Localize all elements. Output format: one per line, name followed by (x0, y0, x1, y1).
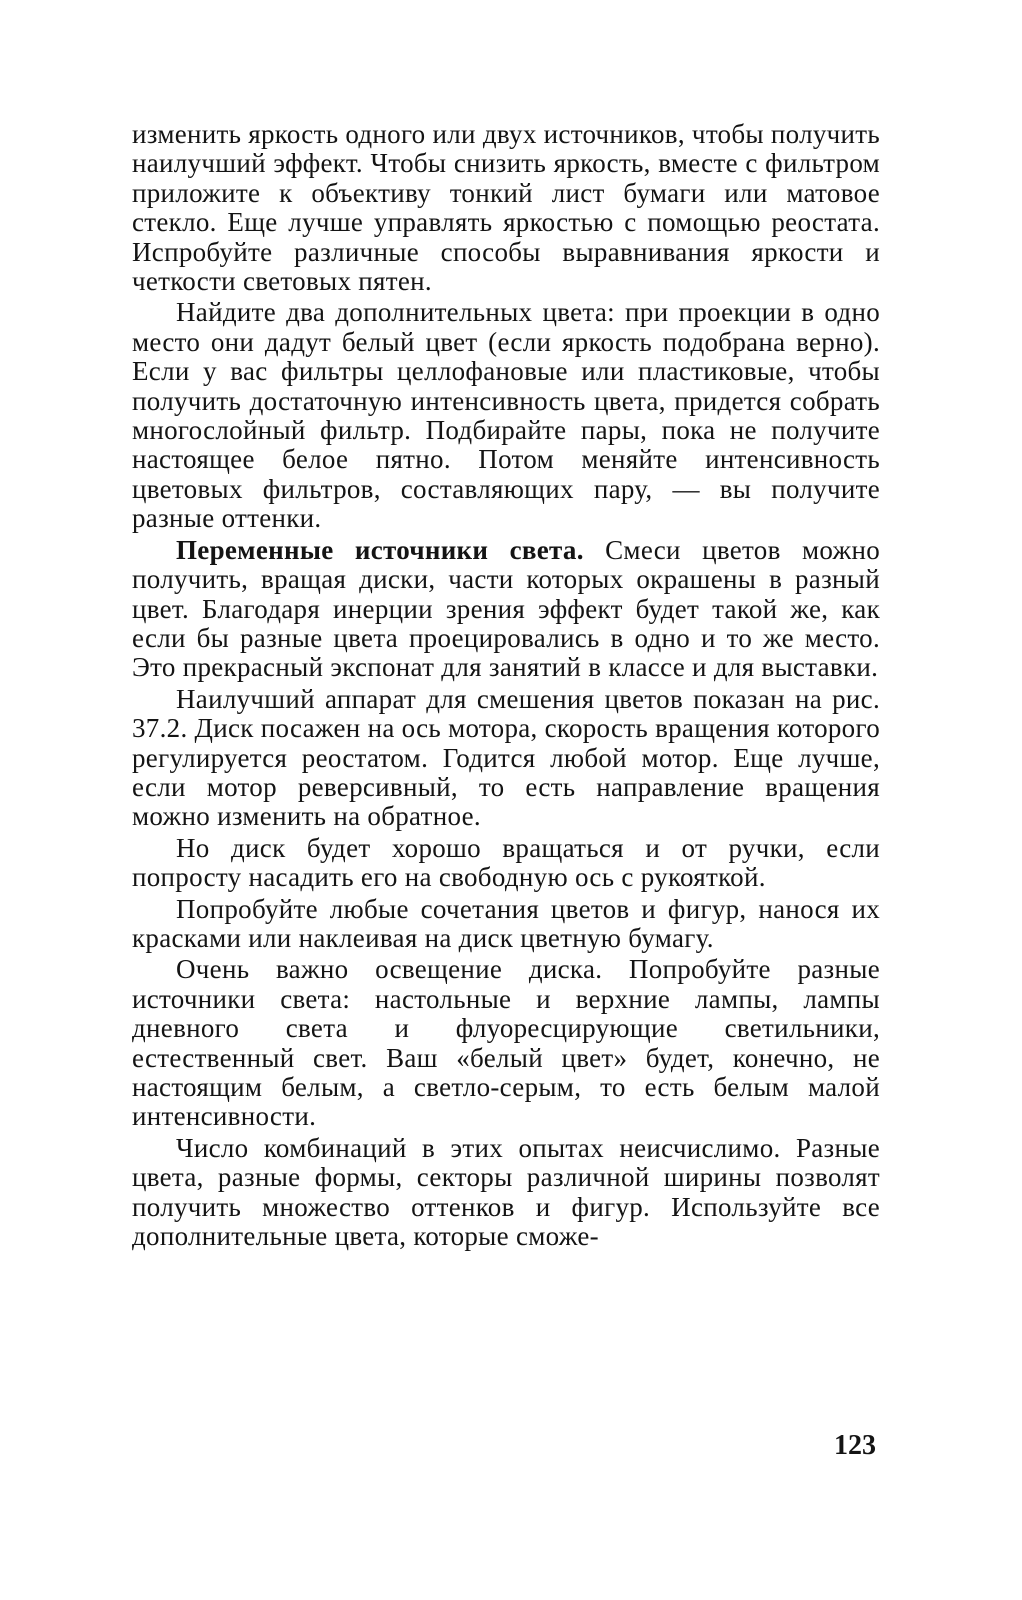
paragraph-mixing-apparatus: Наилучший аппарат для смешения цветов показан на рис. 37.2. Диск посажен на ось мотора, скорость вращения которого регулируется реостатом. Годится любой мотор. Еще лучше, если мотор реверсивный, то есть направление вращения можно изменить на обратное. (132, 683, 880, 832)
paragraph-number-of-combinations: Число комбинаций в этих опытах неисчислимо. Разные цвета, разные формы, секторы различной ширины позволят получить множество оттенков и фигур. Используйте все дополнительные цвета, которые сможе- (132, 1132, 880, 1252)
paragraph-variable-light-sources (132, 536, 880, 683)
paragraph-continued: изменить яркость одного или двух источников, чтобы получить наилучший эффект. Чтобы снизить яркость, вместе с фильтром приложите к объективу тонкий лист бумаги или матовое стекло. Еще лучше управлять яркостью с помощью реостата. Испробуйте различные способы выравнивания яркости и четкости световых пятен. (132, 119, 880, 297)
paragraph-complementary-colors: Найдите два дополнительных цвета: при проекции в одно место они дадут белый цвет (если яркость подобрана верно). Если у вас фильтры целлофановые или пластиковые, чтобы получить достаточную интенсивность цвета, придется собрать многослойный фильтр. Подбирайте пары, пока не получите настоящее белое пятно. Потом меняйте интенсивность цветовых фильтров, составляющих пару, — вы получите разные оттенки. (132, 297, 880, 534)
section-run-in-heading: Переменные источники света. (176, 534, 584, 565)
page-number: 123 (834, 1430, 876, 1461)
paragraph-hand-crank: Но диск будет хорошо вращаться и от ручки, если попросту насадить его на свободную ось с рукояткой. (132, 832, 880, 893)
paragraph-variable-light-sources-text: Смеси цветов можно получить, вращая диски, части которых окрашены в разный цвет. Благодаря инерции зрения эффект будет такой же, как если бы разные цвета проецировались в одно и то же место. Это прекрасный экспонат для занятий в классе и для выставки. (132, 534, 880, 683)
paragraph-color-combinations: Попробуйте любые сочетания цветов и фигур, нанося их красками или наклеивая на диск цветную бумагу. (132, 893, 880, 953)
body-text (132, 120, 880, 1253)
paragraph-disk-lighting: Очень важно освещение диска. Попробуйте разные источники света: настольные и верхние лампы, лампы дневного света и флуоресцирующие светильники, естественный свет. Ваш «белый цвет» будет, конечно, не настоящим белым, а светло-серым, то есть белым малой интенсивности. (132, 954, 880, 1132)
